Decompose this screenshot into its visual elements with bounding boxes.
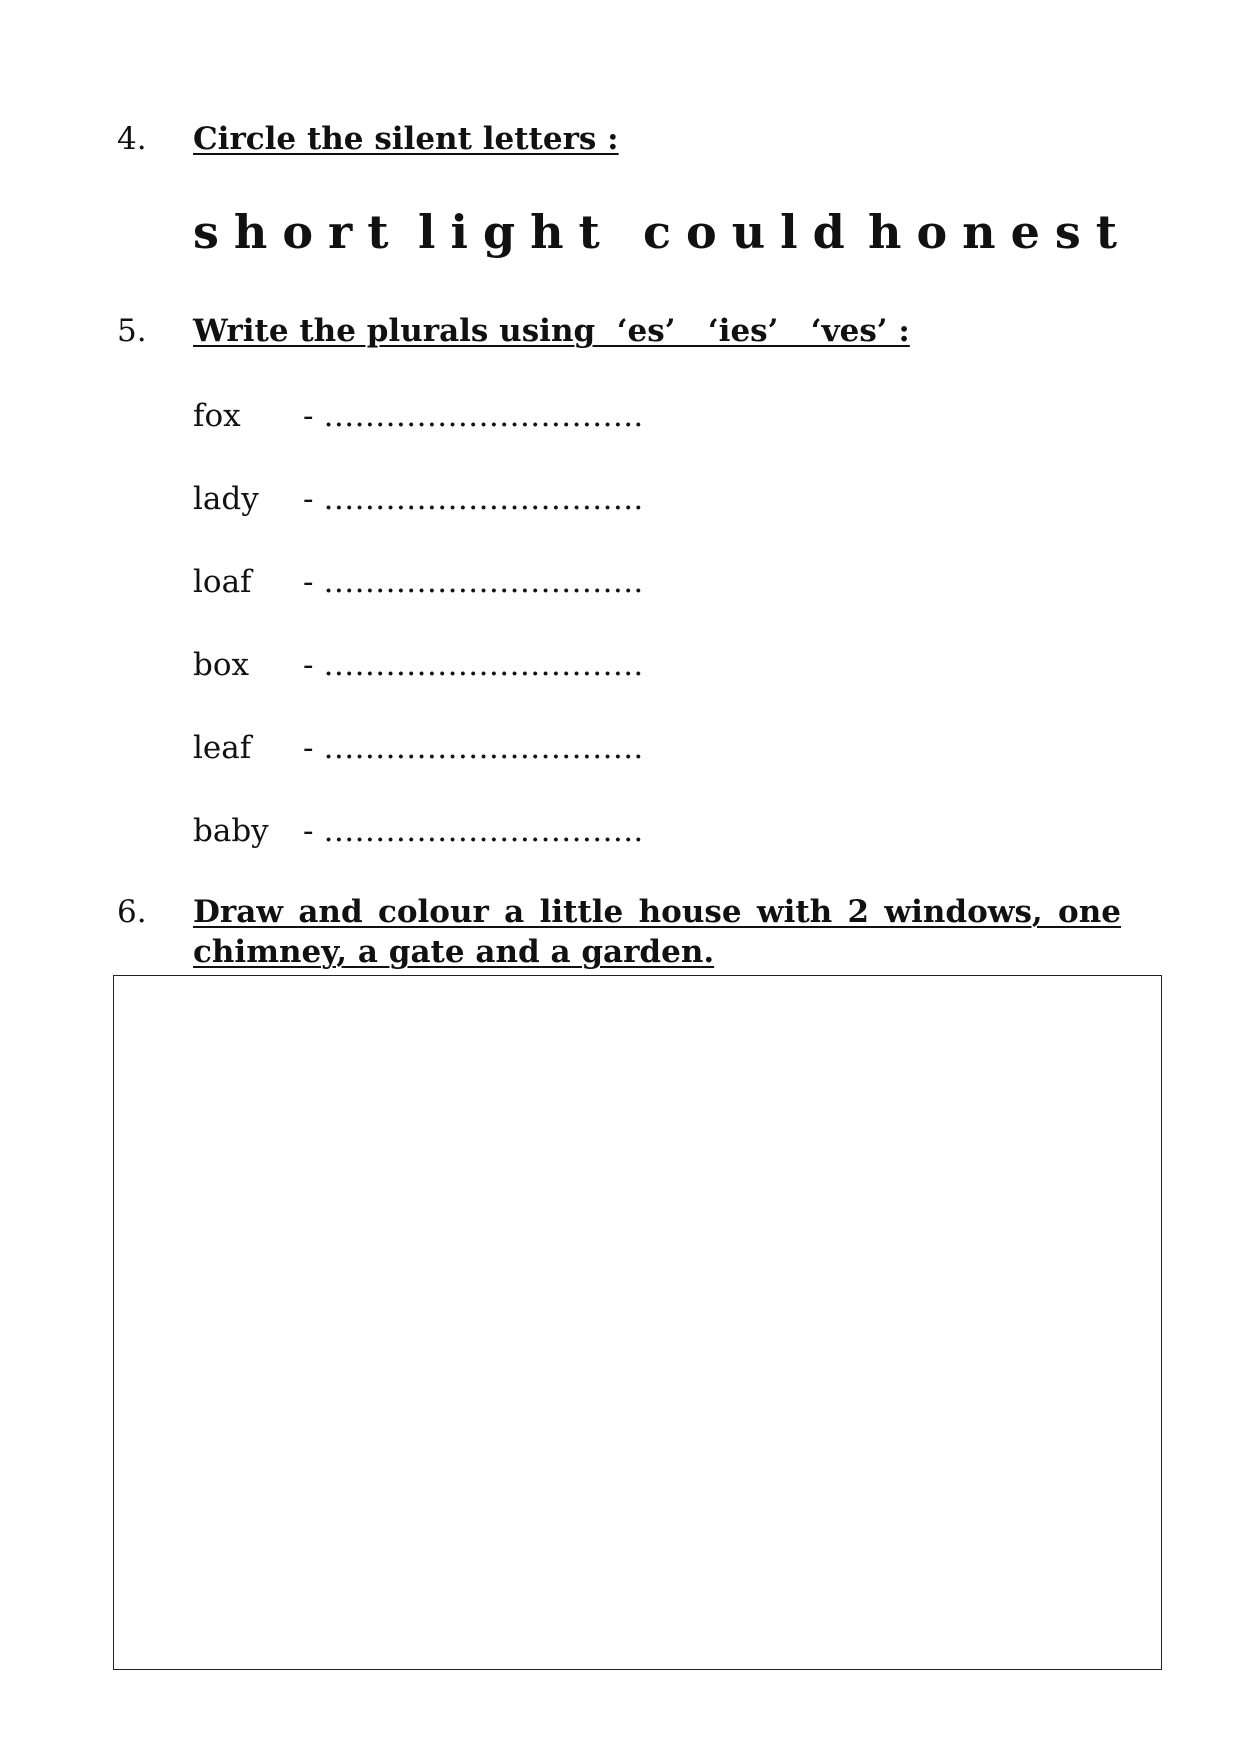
question-4-title: Circle the silent letters :	[193, 121, 619, 157]
silent-letter-word-short[interactable]: short	[193, 205, 404, 259]
plural-answer-blank[interactable]: - ………………………….	[303, 564, 644, 600]
plural-word: box	[193, 647, 249, 683]
question-5-number: 5.	[117, 313, 147, 349]
plural-word: baby	[193, 813, 269, 849]
question-6-title: Draw and colour a little house with 2 windows, one chimney, a gate and a garden.	[193, 894, 1121, 970]
silent-letter-word-honest[interactable]: honest	[868, 205, 1132, 259]
plural-answer-blank[interactable]: - ………………………….	[303, 398, 644, 434]
silent-letter-word-light[interactable]: light	[418, 205, 615, 259]
plural-word: loaf	[193, 564, 252, 600]
question-5-title: Write the plurals using ‘es’ ‘ies’ ‘ves’ :	[193, 313, 910, 349]
plural-answer-blank[interactable]: - ………………………….	[303, 813, 644, 849]
question-6-number: 6.	[117, 894, 147, 930]
plural-answer-blank[interactable]: - ………………………….	[303, 481, 644, 517]
plural-word: fox	[193, 398, 241, 434]
plural-answer-blank[interactable]: - ………………………….	[303, 647, 644, 683]
drawing-box[interactable]	[113, 975, 1162, 1670]
silent-letter-word-could[interactable]: could	[643, 205, 860, 259]
plural-word: leaf	[193, 730, 252, 766]
question-4-number: 4.	[117, 121, 147, 157]
plural-word: lady	[193, 481, 259, 517]
plural-answer-blank[interactable]: - ………………………….	[303, 730, 644, 766]
